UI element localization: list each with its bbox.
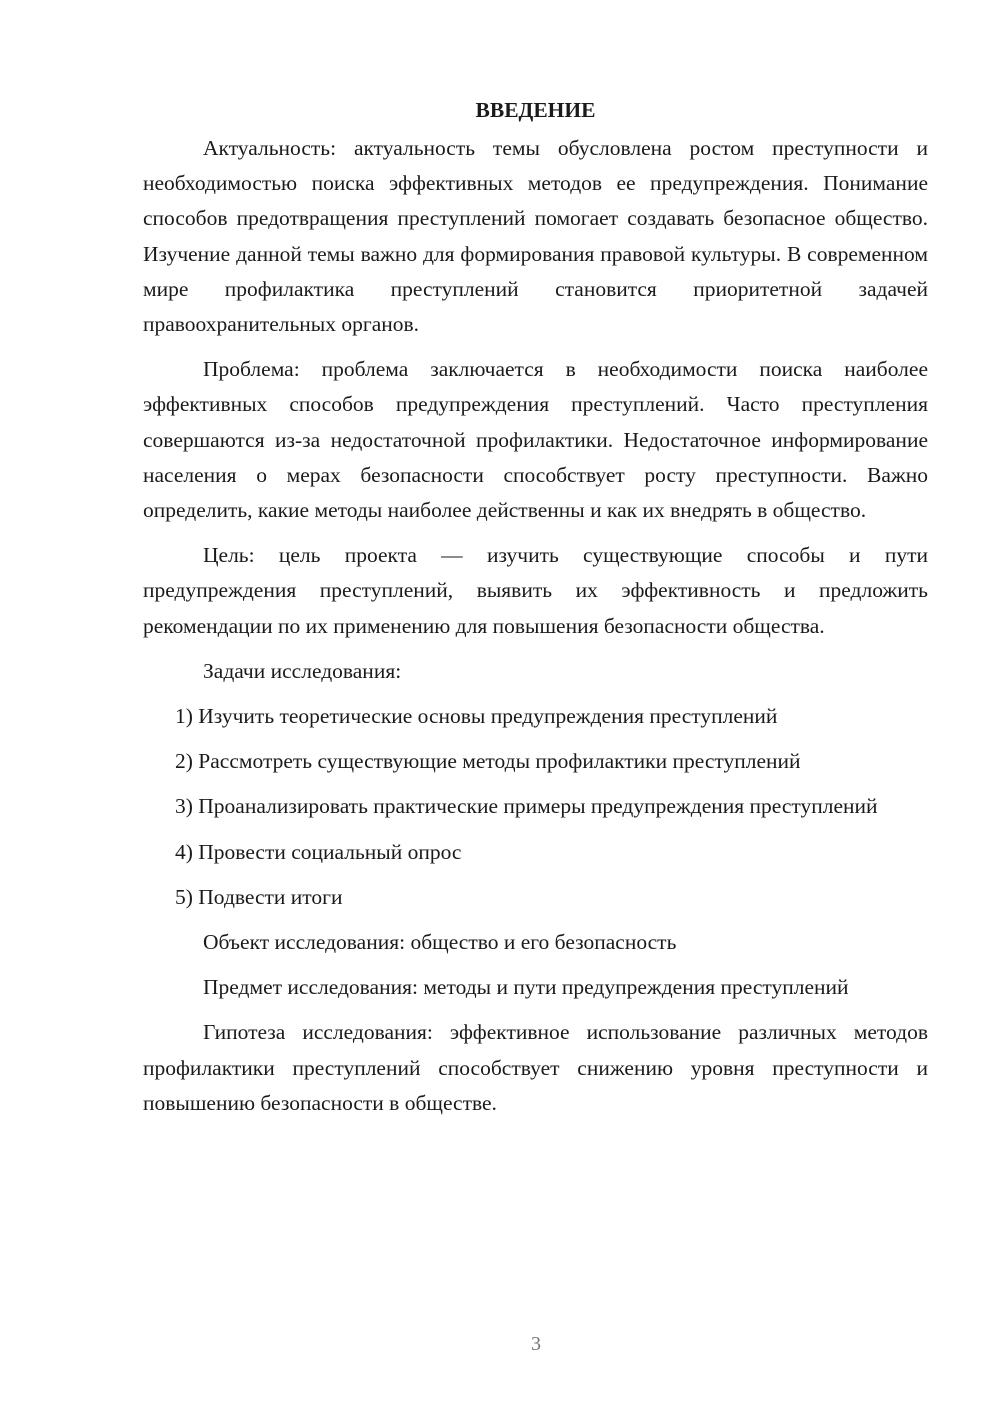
document-page [143, 92, 928, 1131]
task-item-4: 4) Провести социальный опрос [175, 839, 462, 864]
subject-paragraph: Предмет исследования: методы и пути предупреждения преступлений [203, 975, 849, 1000]
object-paragraph: Объект исследования: общество и его безопасность [203, 930, 677, 955]
hypothesis-paragraph: Гипотеза исследования: эффективное использование различных методов профилактики преступлений способствует снижению уровня преступности и повышению безопасности в обществе. [143, 1020, 928, 1115]
task-item-2: 2) Рассмотреть существующие методы профилактики преступлений [175, 749, 801, 774]
tasks-heading: Задачи исследования: [203, 658, 402, 683]
problem-paragraph: Проблема: проблема заключается в необходимости поиска наиболее эффективных способов предупреждения преступлений. Часто преступления совершаются из-за недостаточной профилактики. Недостаточное информирование населения о мерах безопасности способствует росту преступности. Важно определить, какие методы наиболее действенны и как их внедрять в общество. [143, 357, 928, 523]
task-item-3: 3) Проанализировать практические примеры предупреждения преступлений [175, 794, 878, 819]
goal-paragraph: Цель: цель проекта — изучить существующие способы и пути предупреждения преступлений, выявить их эффективность и предложить рекомендации по их применению для повышения безопасности общества. [143, 543, 928, 638]
relevance-paragraph: Актуальность: актуальность темы обусловлена ростом преступности и необходимостью поиска эффективных методов ее предупреждения. Понимание способов предотвращения преступлений помогает создавать безопасное общество. Изучение данной темы важно для формирования правовой культуры. В современном мире профилактика преступлений становится приоритетной задачей правоохранительных органов. [143, 136, 928, 337]
task-item-5: 5) Подвести итоги [175, 884, 343, 909]
task-item-1: 1) Изучить теоретические основы предупреждения преступлений [175, 704, 778, 729]
document-title: ВВЕДЕНИЕ [475, 98, 596, 122]
page-number: 3 [531, 1333, 541, 1355]
